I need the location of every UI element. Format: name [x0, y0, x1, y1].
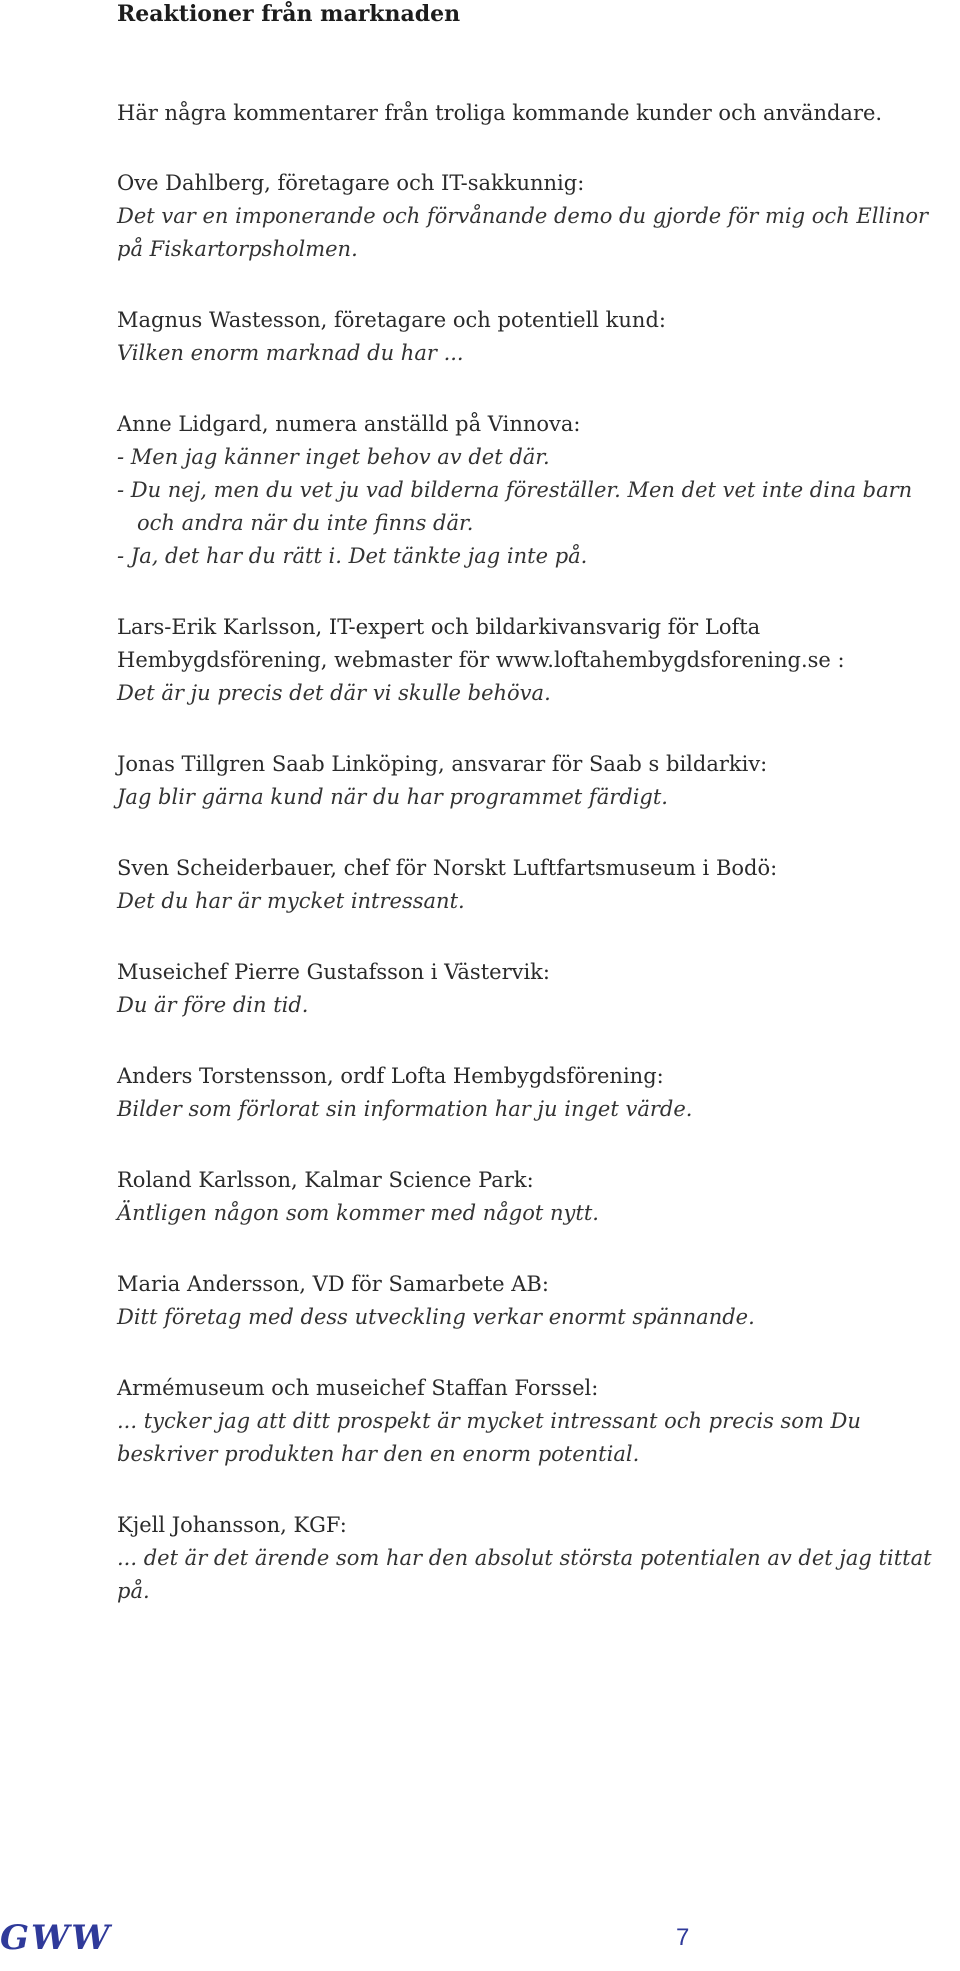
quote-entry — [117, 1060, 947, 1126]
quote-entry — [117, 1268, 947, 1334]
quote-author: Magnus Wastesson, företagare och potentiell kund: — [117, 308, 666, 332]
quote-entry — [117, 408, 947, 573]
quote-text: Jag blir gärna kund när du har programmet färdigt. — [117, 785, 668, 809]
quote-text: Det var en imponerande och förvånande demo du gjorde för mig och Ellinor på Fiskartorpsholmen. — [117, 204, 929, 261]
quotes-list — [117, 167, 947, 1646]
intro-paragraph: Här några kommentarer från troliga kommande kunder och användare. — [117, 101, 883, 125]
quote-text: Du är före din tid. — [117, 993, 309, 1017]
quote-author: Lars-Erik Karlsson, IT-expert och bildarkivansvarig för Lofta Hembygdsförening, webmaster för www.loftahembygdsforening.se : — [117, 615, 845, 672]
quote-text: ... tycker jag att ditt prospekt är mycket intressant och precis som Du beskriver produkten har den en enorm potential. — [117, 1409, 861, 1466]
quote-text: Vilken enorm marknad du har ... — [117, 341, 464, 365]
quote-text: Det du har är mycket intressant. — [117, 889, 465, 913]
quote-author: Kjell Johansson, KGF: — [117, 1513, 347, 1537]
quote-entry — [117, 1372, 947, 1471]
quote-author: Roland Karlsson, Kalmar Science Park: — [117, 1168, 534, 1192]
dialogue-line: - Ja, det har du rätt i. Det tänkte jag inte på. — [117, 544, 588, 568]
quote-text: Bilder som förlorat sin information har ju inget värde. — [117, 1097, 693, 1121]
quote-text: Det är ju precis det där vi skulle behöva. — [117, 681, 551, 705]
quote-author: Anders Torstensson, ordf Lofta Hembygdsförening: — [117, 1064, 664, 1088]
quote-entry — [117, 1164, 947, 1230]
quote-entry — [117, 304, 947, 370]
quote-author: Ove Dahlberg, företagare och IT-sakkunnig: — [117, 171, 585, 195]
quote-entry — [117, 748, 947, 814]
quote-author: Museichef Pierre Gustafsson i Västervik: — [117, 960, 550, 984]
page-heading: Reaktioner från marknaden — [117, 1, 461, 27]
dialogue-line: - Du nej, men du vet ju vad bilderna föreställer. Men det vet inte dina barn och andra när du inte finns där. — [117, 478, 913, 535]
quote-text: ... det är det ärende som har den absolut största potentialen av det jag tittat på. — [117, 1546, 932, 1603]
quote-author: Jonas Tillgren Saab Linköping, ansvarar för Saab s bildarkiv: — [117, 752, 768, 776]
quote-author: Maria Andersson, VD för Samarbete AB: — [117, 1272, 549, 1296]
quote-author: Armémuseum och museichef Staffan Forssel: — [117, 1376, 599, 1400]
quote-author: Sven Scheiderbauer, chef för Norskt Luftfartsmuseum i Bodö: — [117, 856, 778, 880]
quote-text: Ditt företag med dess utveckling verkar enormt spännande. — [117, 1305, 755, 1329]
page-number: 7 — [676, 1924, 690, 1951]
quote-entry — [117, 956, 947, 1022]
quote-entry — [117, 167, 947, 266]
quote-entry — [117, 852, 947, 918]
gww-logo: GWW — [0, 1918, 112, 1958]
quote-entry — [117, 611, 947, 710]
dialogue-line: - Men jag känner inget behov av det där. — [117, 445, 550, 469]
quote-text: Äntligen någon som kommer med något nytt. — [117, 1201, 599, 1225]
quote-author: Anne Lidgard, numera anställd på Vinnova: — [117, 412, 581, 436]
quote-entry — [117, 1509, 947, 1608]
